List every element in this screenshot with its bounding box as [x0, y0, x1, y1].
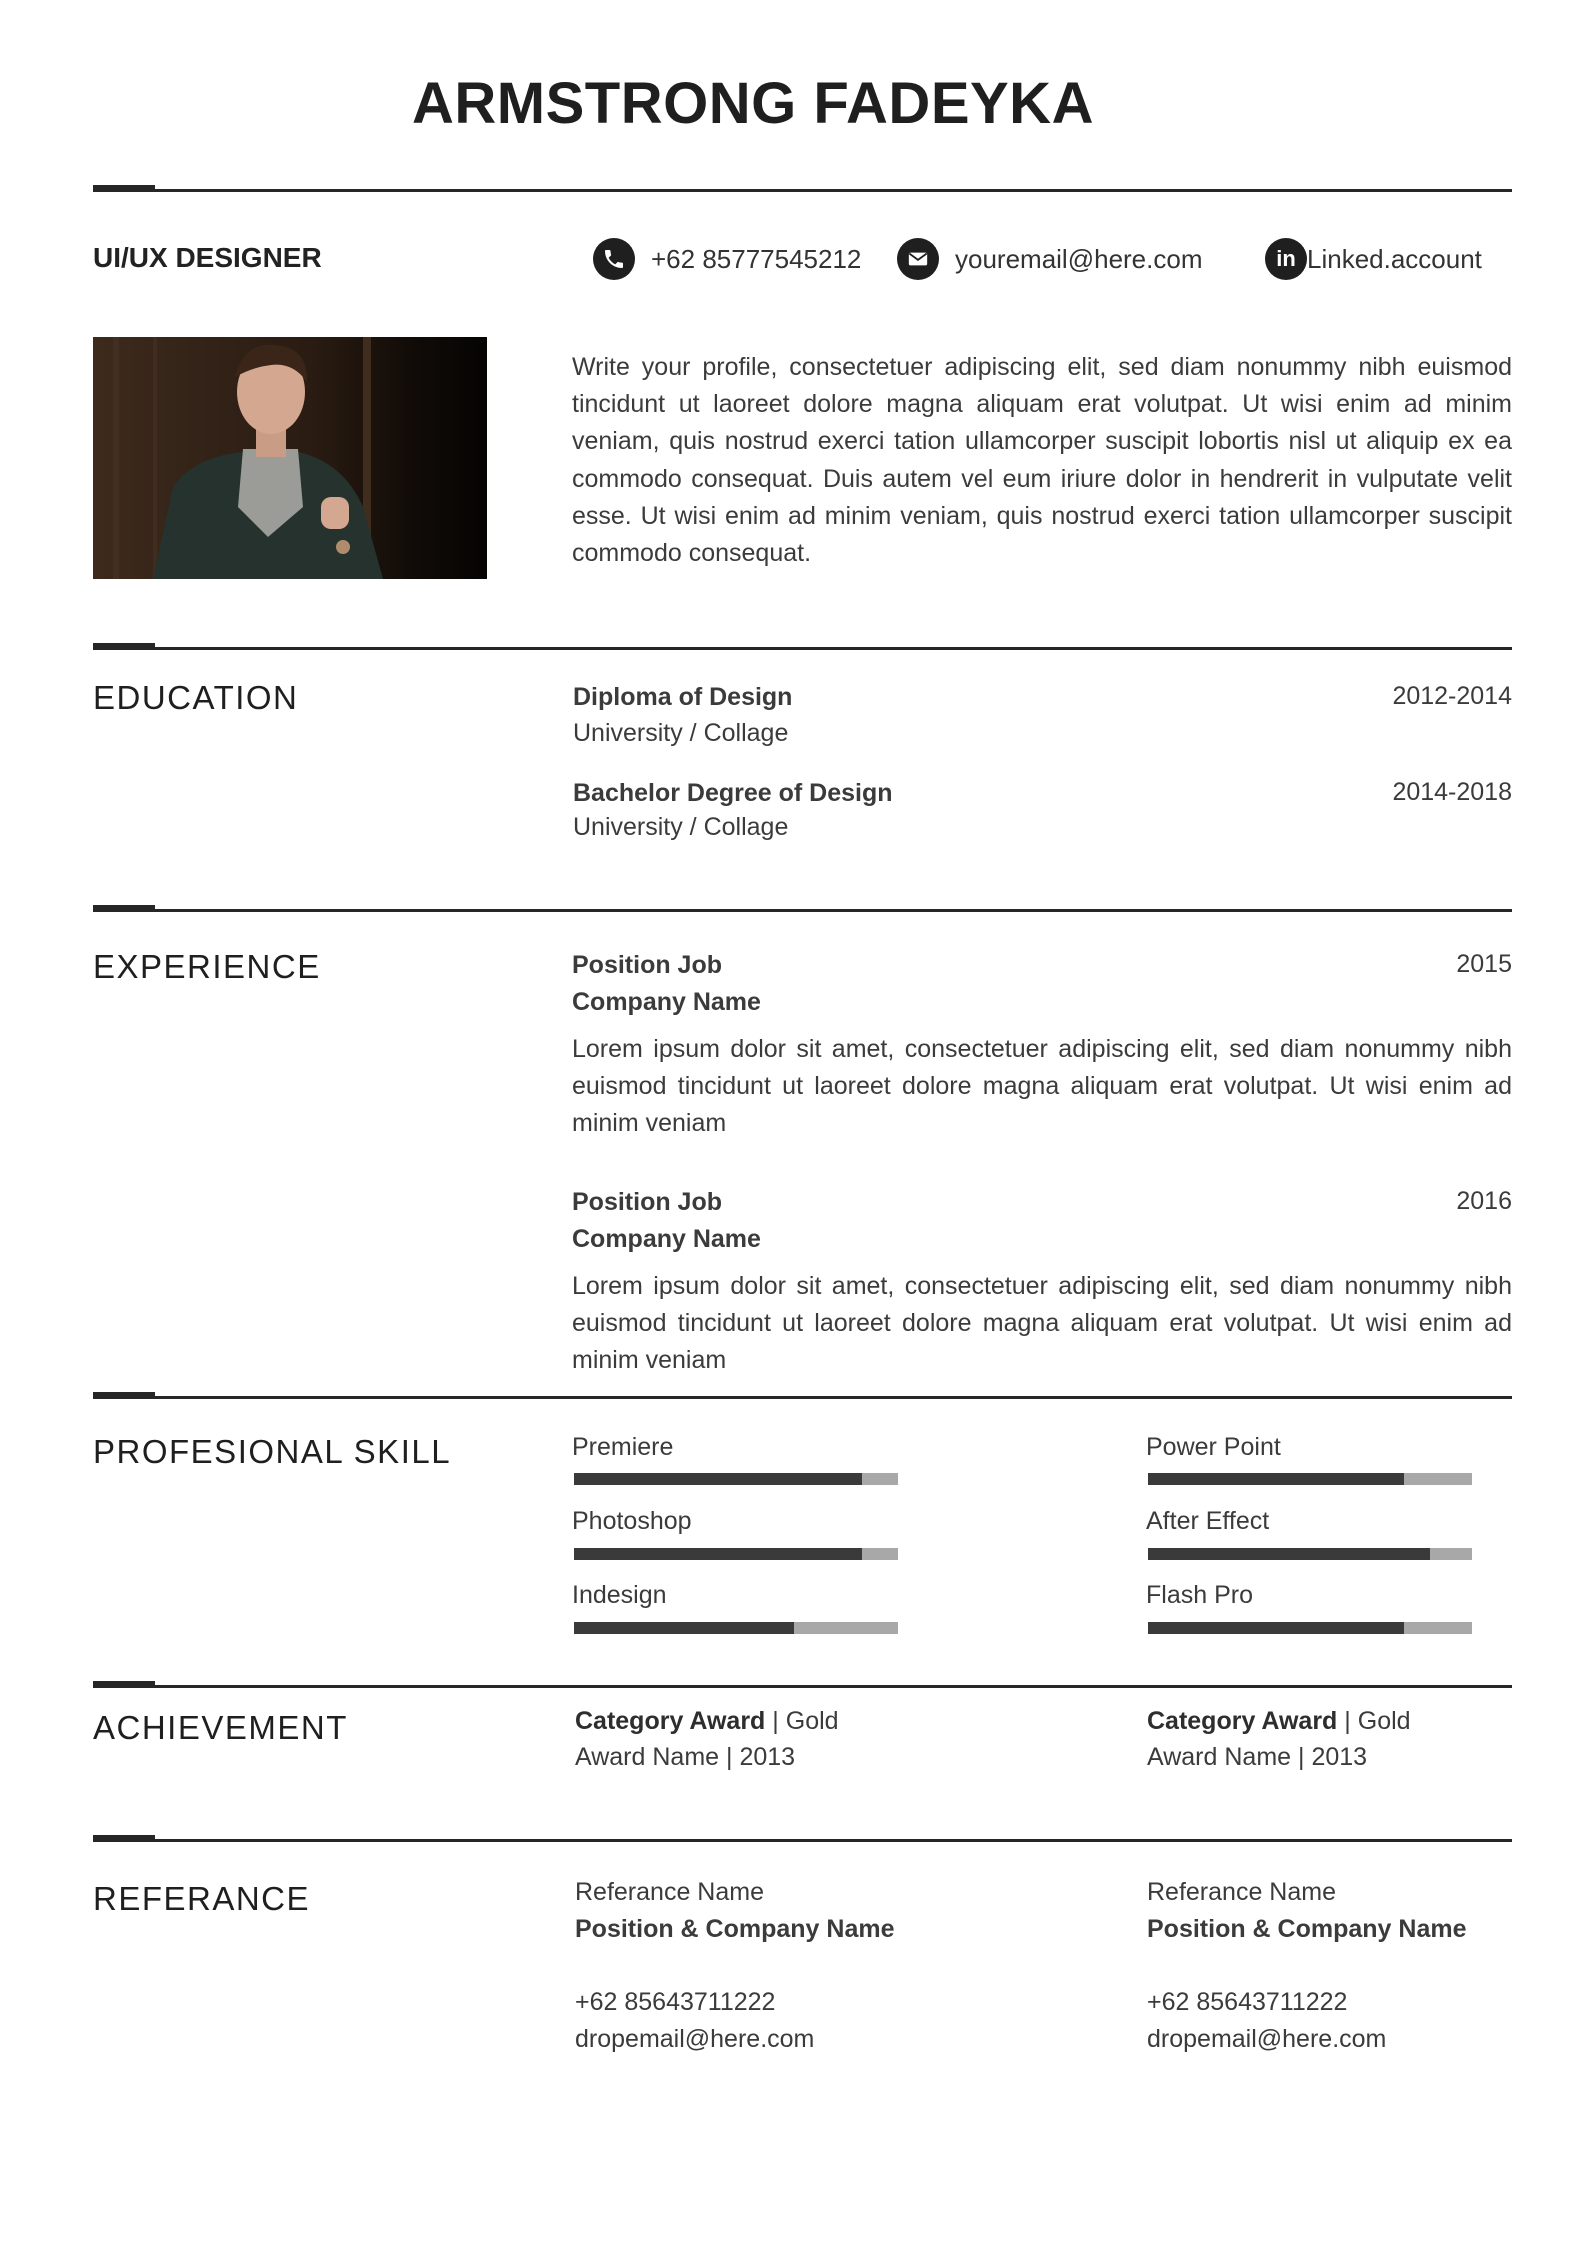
linkedin-account: Linked.account — [1307, 243, 1482, 274]
experience-description: Lorem ipsum dolor sit amet, consectetuer adipiscing elit, sed diam nonummy nibh euismod tincidunt ut laoreet dolore magna aliquam erat volutpat. Ut wisi enim ad minim veniam — [572, 1035, 1512, 1138]
experience-position: Position Job — [572, 1188, 722, 1216]
phone-icon — [593, 238, 635, 280]
education-school: University / Collage — [573, 719, 789, 747]
experience-year: 2016 — [1456, 1187, 1512, 1215]
candidate-name: ARMSTRONG FADEYKA — [412, 71, 1094, 136]
award-name: Award Name — [1147, 1743, 1292, 1771]
job-title: UI/UX DESIGNER — [93, 242, 322, 273]
award-category: Category Award — [575, 1707, 766, 1735]
skill-name: Flash Pro — [1146, 1581, 1253, 1609]
achievement-line — [575, 1707, 839, 1736]
contact-phone[interactable] — [593, 237, 861, 281]
skill-name: Photoshop — [572, 1507, 692, 1535]
skill-bar — [1148, 1622, 1472, 1634]
skill-name: After Effect — [1146, 1507, 1270, 1535]
profile-summary: Write your profile, consectetuer adipiscing elit, sed diam nonummy nibh euismod tincidunt ut laoreet dolore magna aliquam erat volutpat. Ut wisi enim ad minim veniam, quis nostrud exerci tation ullamcorper suscipit lobortis nisl ut aliquip ex ea commodo consequat. Duis autem vel eum iriure dolor in hendrerit in vulputate velit esse. Ut wisi enim ad minim veniam, quis nostrud exerci tation ullamcorper suscipit commodo consequat. — [572, 353, 1512, 568]
award-medal: Gold — [785, 1707, 839, 1735]
section-title-skills: PROFESIONAL SKILL — [93, 1433, 452, 1470]
skill-name: Premiere — [572, 1433, 674, 1461]
reference-name: Referance Name — [575, 1878, 764, 1906]
skill-bar — [574, 1622, 898, 1634]
section-title-education: EDUCATION — [93, 679, 299, 716]
skill-bar — [574, 1548, 898, 1560]
email-address: youremail@here.com — [955, 243, 1203, 274]
contact-email[interactable] — [897, 237, 1202, 281]
linkedin-icon: in — [1265, 238, 1307, 280]
reference-phone: +62 85643711222 — [575, 1988, 776, 2016]
education-years: 2014-2018 — [1392, 778, 1512, 806]
experience-position: Position Job — [572, 951, 722, 979]
separator: | — [726, 1743, 733, 1771]
skill-bar — [1148, 1548, 1472, 1560]
reference-name: Referance Name — [1147, 1878, 1336, 1906]
reference-position: Position & Company Name — [575, 1915, 895, 1943]
reference-position: Position & Company Name — [1147, 1915, 1467, 1943]
section-divider — [93, 1396, 1512, 1399]
award-year: 2013 — [1311, 1743, 1368, 1771]
education-degree: Bachelor Degree of Design — [573, 779, 893, 807]
skill-name: Power Point — [1146, 1433, 1281, 1461]
award-year: 2013 — [739, 1743, 796, 1771]
reference-email[interactable]: dropemail@here.com — [575, 2025, 815, 2053]
experience-company: Company Name — [572, 988, 761, 1016]
achievement-line — [1147, 1707, 1411, 1736]
award-category: Category Award — [1147, 1707, 1338, 1735]
skill-bar — [574, 1473, 898, 1485]
reference-email[interactable]: dropemail@here.com — [1147, 2025, 1387, 2053]
section-title-reference: REFERANCE — [93, 1880, 311, 1917]
section-divider — [93, 909, 1512, 912]
achievement-line — [575, 1743, 795, 1772]
section-divider — [93, 647, 1512, 650]
achievement-line — [1147, 1743, 1367, 1772]
reference-phone: +62 85643711222 — [1147, 1988, 1348, 2016]
email-icon — [897, 238, 939, 280]
phone-number: +62 85777545212 — [651, 243, 862, 274]
experience-description: Lorem ipsum dolor sit amet, consectetuer adipiscing elit, sed diam nonummy nibh euismod tincidunt ut laoreet dolore magna aliquam erat volutpat. Ut wisi enim ad minim veniam — [572, 1272, 1512, 1375]
separator: | — [1298, 1743, 1305, 1771]
section-divider — [93, 189, 1512, 192]
skill-bar — [1148, 1473, 1472, 1485]
award-medal: Gold — [1357, 1707, 1411, 1735]
separator: | — [772, 1707, 779, 1735]
contact-linkedin[interactable] — [1265, 237, 1482, 281]
section-divider — [93, 1839, 1512, 1842]
profile-photo — [93, 337, 487, 579]
experience-company: Company Name — [572, 1225, 761, 1253]
education-years: 2012-2014 — [1392, 682, 1512, 710]
section-divider — [93, 1685, 1512, 1688]
separator: | — [1344, 1707, 1351, 1735]
education-degree: Diploma of Design — [573, 683, 793, 711]
section-title-achievement: ACHIEVEMENT — [93, 1709, 348, 1746]
education-school: University / Collage — [573, 813, 789, 841]
award-name: Award Name — [575, 1743, 720, 1771]
section-title-experience: EXPERIENCE — [93, 948, 321, 985]
skill-name: Indesign — [572, 1581, 667, 1609]
experience-year: 2015 — [1456, 950, 1512, 978]
